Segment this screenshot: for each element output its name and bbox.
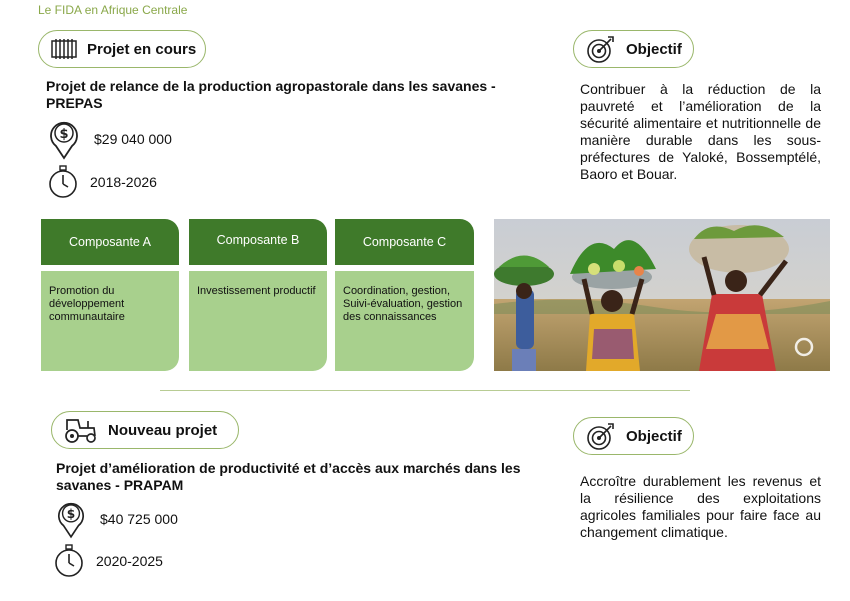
current-project-pill-label: Projet en cours xyxy=(87,40,197,58)
stopwatch-icon xyxy=(46,164,80,200)
new-amount-row xyxy=(56,499,178,539)
component-c-header: Composante C xyxy=(335,219,474,265)
tractor-icon xyxy=(64,416,98,444)
component-a-header: Composante A xyxy=(41,219,179,265)
current-project-pill xyxy=(38,30,206,68)
new-objective-text: Accroître durablement les revenus et la résilience des exploitations agricoles familiales pour faire face au changement climatique. xyxy=(580,473,821,540)
component-b-description: Investissement productif xyxy=(189,271,327,371)
svg-text:$: $ xyxy=(66,507,76,522)
header-label: Le FIDA en Afrique Centrale xyxy=(38,3,188,17)
barcode-icon xyxy=(51,38,77,60)
new-objective-pill xyxy=(573,417,694,455)
current-amount-row xyxy=(48,118,172,160)
section-divider xyxy=(160,390,690,391)
target-icon xyxy=(586,34,616,64)
new-amount: $40 725 000 xyxy=(100,511,178,527)
current-period-row xyxy=(46,164,157,200)
target-icon xyxy=(586,421,616,451)
new-period: 2020-2025 xyxy=(96,553,163,569)
new-period-row xyxy=(52,543,163,579)
new-project-pill xyxy=(51,411,239,449)
new-project-pill-label: Nouveau projet xyxy=(108,421,218,439)
current-objective-pill xyxy=(573,30,694,68)
current-project-title: Projet de relance de la production agropastorale dans les savanes - PREPAS xyxy=(46,78,496,111)
component-a-description: Promotion du développement communautaire xyxy=(41,271,179,371)
svg-text:$: $ xyxy=(59,127,69,142)
new-objective-label: Objectif xyxy=(626,427,682,445)
current-objective-text: Contribuer à la réduction de la pauvreté et l’amélioration de la sécurité alimentaire et nutritionnelle de manière durable dans les sous-préfectures de Yaloké, Bossemptélé, Baoro et Bouar. xyxy=(580,81,821,182)
farmers-photo xyxy=(494,219,830,371)
component-b-header: Composante B xyxy=(189,219,327,265)
current-period: 2018-2026 xyxy=(90,174,157,190)
new-project-title: Projet d’amélioration de productivité et d’accès aux marchés dans les savanes - PRAPAM xyxy=(56,460,521,493)
current-objective-label: Objectif xyxy=(626,40,682,58)
current-amount: $29 040 000 xyxy=(94,131,172,147)
component-c-description: Coordination, gestion, Suivi-évaluation, gestion des connaissances xyxy=(335,271,474,371)
money-pin-icon xyxy=(48,118,80,160)
stopwatch-icon xyxy=(52,543,86,579)
money-pin-icon xyxy=(56,499,86,539)
farmers-photo-illustration xyxy=(494,219,830,371)
